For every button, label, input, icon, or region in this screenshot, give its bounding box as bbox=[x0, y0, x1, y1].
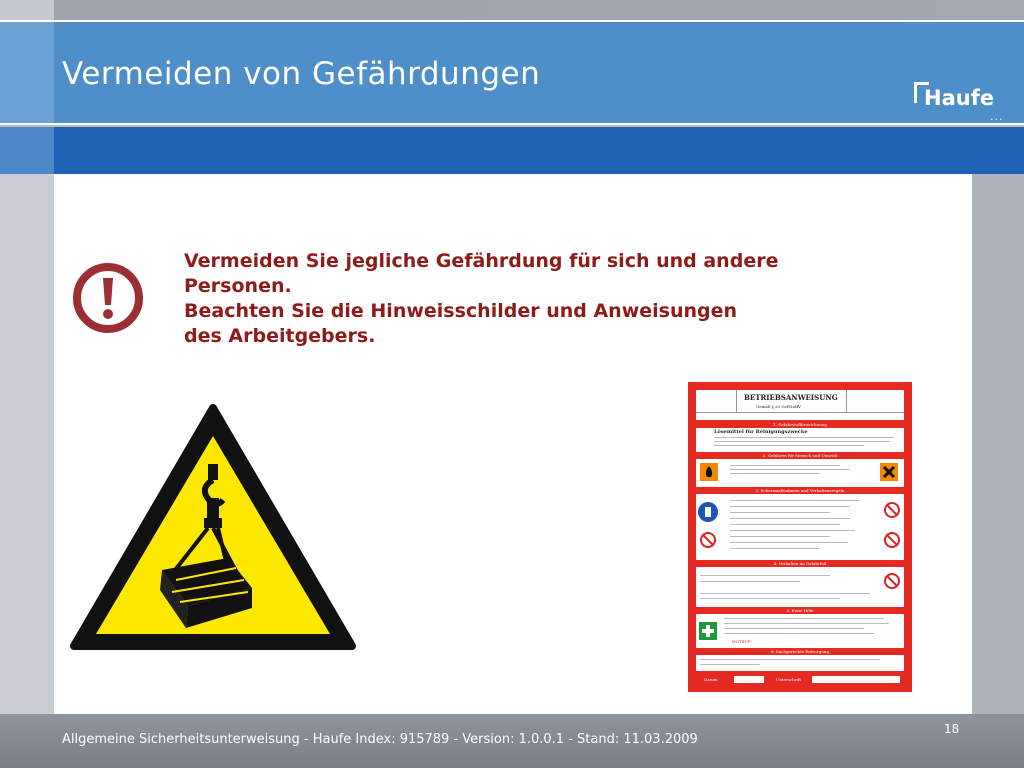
sheet-text-line bbox=[700, 598, 840, 599]
sheet-text-line bbox=[724, 633, 874, 634]
sheet-text-line bbox=[714, 437, 894, 438]
accent-band bbox=[0, 127, 1024, 174]
no-fire-icon bbox=[700, 532, 716, 548]
harmful-hazard-icon bbox=[880, 463, 898, 481]
sheet-text-line bbox=[724, 623, 889, 624]
sheet-text-line bbox=[730, 524, 840, 525]
sheet-section-bar: 1. Gefahrstoffbezeichnung bbox=[773, 422, 827, 427]
message-line-4: des Arbeitgebers. bbox=[184, 325, 376, 347]
safety-message bbox=[184, 249, 884, 349]
sheet-header bbox=[696, 390, 904, 420]
page-title: Vermeiden von Gefährdungen bbox=[62, 56, 541, 92]
sheet-text-line bbox=[700, 659, 880, 660]
sheet-text-line bbox=[724, 618, 884, 619]
sheet-subtitle: Gemäß § 20 GefStoffV bbox=[756, 404, 801, 409]
sheet-signature-field bbox=[812, 676, 900, 683]
sheet-text-line bbox=[730, 548, 820, 549]
sheet-text-line bbox=[730, 500, 860, 501]
sheet-text-line bbox=[724, 628, 864, 629]
sheet-text-line bbox=[730, 530, 855, 531]
sheet-text-line bbox=[730, 512, 830, 513]
no-smoking-icon bbox=[884, 532, 900, 548]
message-line-3: Beachten Sie die Hinweisschilder und Anweisungen bbox=[184, 300, 738, 322]
logo-dots: ... bbox=[990, 110, 1004, 123]
sheet-section-bar: 6. Sachgerechte Entsorgung bbox=[770, 649, 830, 654]
sheet-emergency-label: NOTRUF: bbox=[732, 639, 752, 644]
suspended-load-warning-sign bbox=[68, 402, 358, 652]
sheet-section-bar: 4. Verhalten im Gefahrfall bbox=[773, 561, 827, 566]
flammable-hazard-icon bbox=[700, 463, 718, 481]
sheet-section-emergency bbox=[696, 567, 904, 607]
sheet-date-field bbox=[734, 676, 764, 683]
sheet-text-line bbox=[730, 542, 848, 543]
sheet-text-line bbox=[730, 465, 840, 466]
logo-text: Haufe bbox=[924, 86, 995, 110]
sheet-text-line bbox=[700, 664, 760, 665]
sheet-text-line bbox=[730, 473, 820, 474]
sheet-section-bar: 5. Erste Hilfe bbox=[786, 608, 814, 613]
message-line-2: Personen. bbox=[184, 275, 292, 297]
sheet-section-protection bbox=[696, 494, 904, 560]
sheet-text-line bbox=[730, 536, 830, 537]
page-number: 18 bbox=[944, 722, 960, 736]
sheet-text-line bbox=[714, 441, 890, 442]
sheet-divider bbox=[696, 412, 904, 413]
sheet-text-line bbox=[730, 469, 850, 470]
title-band bbox=[0, 20, 1024, 125]
sheet-section-bar: 2. Gefahren für Mensch und Umwelt bbox=[762, 453, 838, 458]
sheet-substance: Lösemittel für Reinigungszwecke bbox=[714, 429, 808, 435]
sheet-text-line bbox=[700, 581, 800, 582]
top-frame bbox=[0, 0, 1024, 20]
title-band-left-strip bbox=[0, 22, 54, 123]
sheet-text-line bbox=[714, 445, 864, 446]
haufe-logo bbox=[914, 80, 1010, 124]
sheet-divider bbox=[736, 390, 737, 412]
sheet-section-first-aid bbox=[696, 614, 904, 648]
sheet-date-label: Datum bbox=[704, 677, 718, 682]
sheet-section-disposal bbox=[696, 655, 904, 671]
no-eating-icon bbox=[884, 502, 900, 518]
footer-bar bbox=[0, 714, 1024, 768]
left-margin bbox=[0, 174, 54, 714]
message-line-1: Vermeiden Sie jegliche Gefährdung für sich und andere bbox=[184, 250, 779, 272]
exclamation-circle-icon bbox=[72, 262, 144, 334]
sheet-text-line bbox=[700, 575, 830, 576]
sheet-text-line bbox=[700, 593, 870, 594]
sheet-divider bbox=[846, 390, 847, 412]
accent-band-left-strip bbox=[0, 127, 54, 174]
right-margin bbox=[972, 174, 1024, 714]
sheet-signature-row bbox=[696, 675, 904, 685]
operating-instructions-sheet bbox=[688, 382, 912, 692]
sheet-signature-label: Unterschrift bbox=[776, 677, 801, 682]
sheet-text-line bbox=[730, 518, 850, 519]
sheet-title: BETRIEBSANWEISUNG bbox=[744, 393, 838, 402]
sheet-text-line bbox=[730, 506, 850, 507]
protective-gloves-icon bbox=[698, 502, 718, 522]
sheet-section-bar: 3. Schutzmaßnahmen und Verhaltensregeln bbox=[755, 488, 845, 493]
no-water-extinguish-icon bbox=[884, 573, 900, 589]
footer-text: Allgemeine Sicherheitsunterweisung - Haufe Index: 915789 - Version: 1.0.0.1 - Stand: 11.03.2009 bbox=[62, 732, 698, 747]
sheet-section-hazards bbox=[696, 459, 904, 487]
first-aid-icon bbox=[699, 622, 717, 640]
sheet-section-substance bbox=[696, 428, 904, 452]
